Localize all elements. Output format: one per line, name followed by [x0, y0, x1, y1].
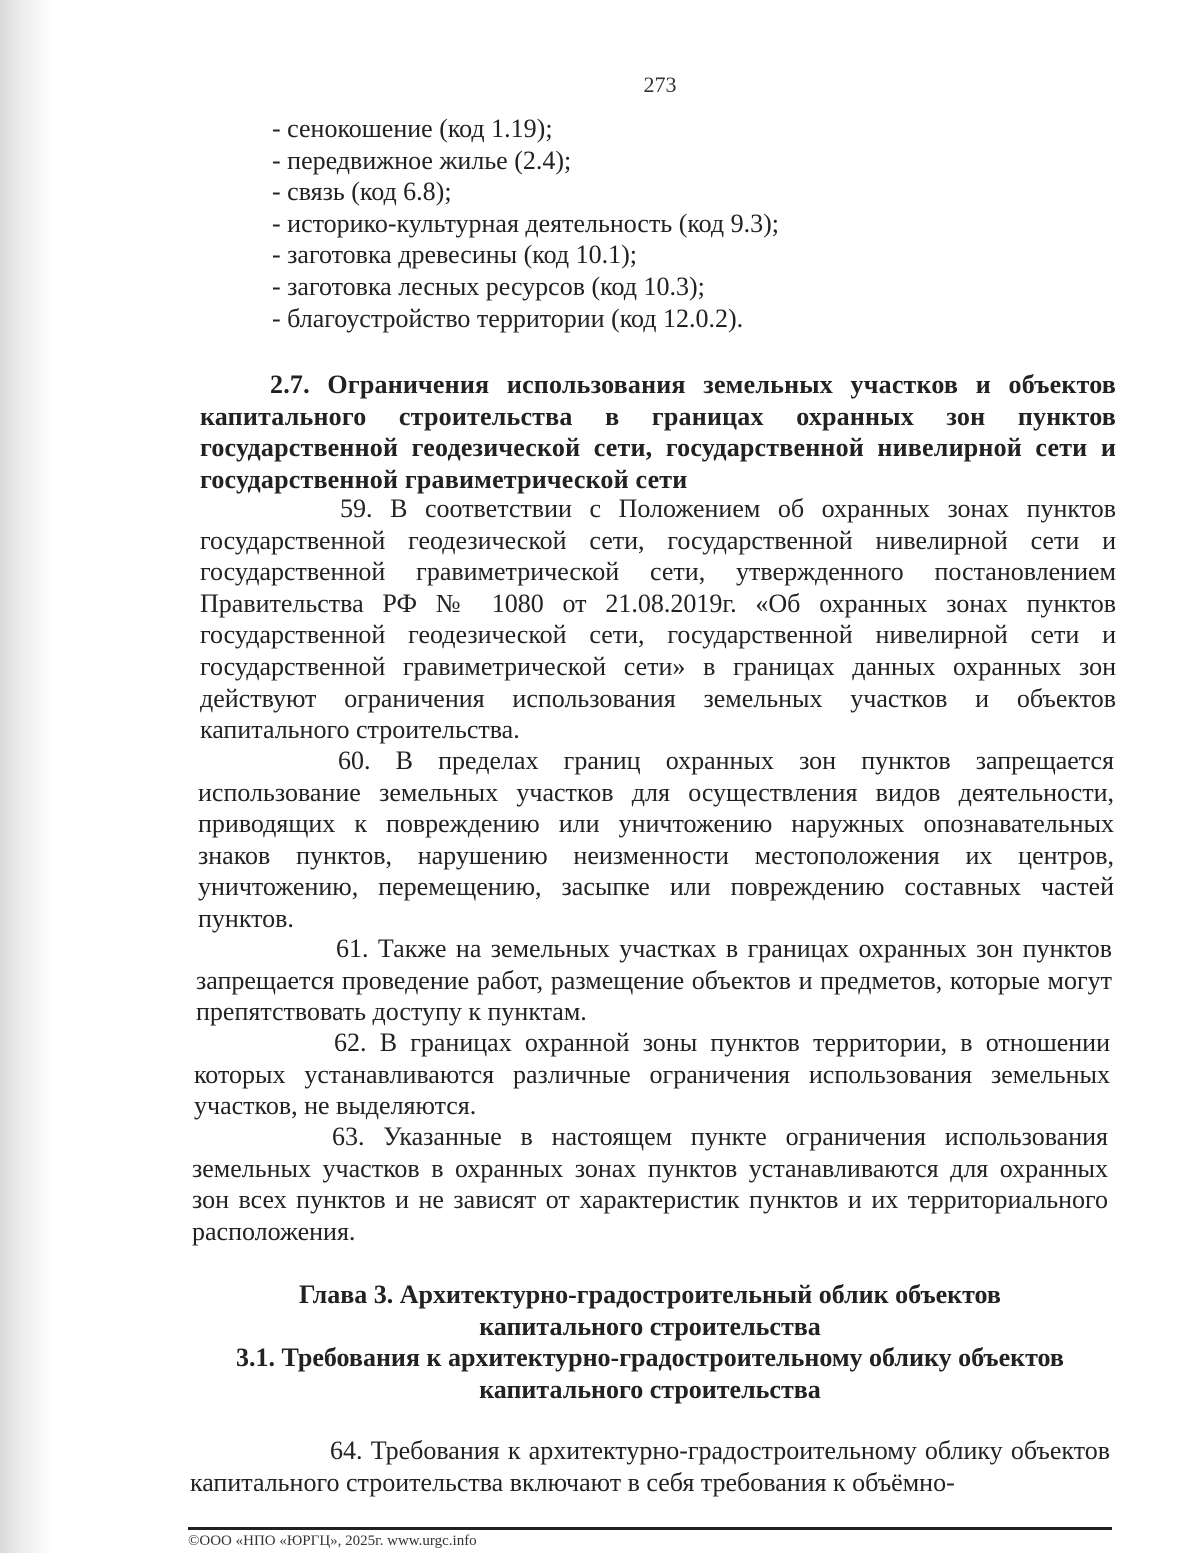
paragraph-63: [192, 1121, 1108, 1247]
paragraph-64: [190, 1435, 1110, 1498]
paragraph-number: 59.: [340, 494, 373, 523]
paragraph-number: 61.: [336, 934, 369, 963]
paragraph-text: В пределах границ охранных зон пунктов запрещается использование земельных участков для осуществления видов деятельности, приводящих к повреждению или уничтожению наружных опознавательных знаков пунктов, нарушению неизменности местоположения их центров, уничтожению, перемещению, засыпке или повреждению составных частей пунктов.: [198, 746, 1114, 933]
paragraph-number: 60.: [338, 746, 371, 775]
paragraph-60: [198, 745, 1114, 935]
chapter-title: Глава 3. Архитектурно-градостроительный облик объектов: [299, 1280, 1001, 1309]
paragraph-62: [194, 1027, 1110, 1122]
paragraph-59: [200, 493, 1116, 746]
footer-copyright: ©ООО «НПО «ЮРГЦ», 2025г. www.urgc.info: [188, 1533, 477, 1549]
paragraph-number: 64.: [330, 1436, 363, 1465]
list-item: - благоустройство территории (код 12.0.2).: [272, 303, 744, 333]
page-number: 273: [643, 72, 677, 97]
paragraph-61: [196, 933, 1112, 1028]
scan-edge-shadow: [0, 0, 52, 1553]
paragraph-number: 62.: [334, 1028, 367, 1057]
bullet-list: [272, 113, 1132, 334]
paragraph-text: Указанные в настоящем пункте ограничения использования земельных участков в охранных зонах пунктов устанавливаются для охранных зон всех пунктов и не зависят от характеристик пунктов и их территориального расположения.: [192, 1122, 1108, 1246]
subsection-title-continued: капитального строительства: [479, 1374, 821, 1404]
paragraph-text: Требования к архитектурно-градостроительному облику объектов капитального строительства включают в себя требования к объёмно-: [190, 1436, 1110, 1497]
paragraph-text: В соответствии с Положением об охранных зонах пунктов государственной геодезической сети, государственной нивелирной сети и государственной гравиметрической сети, утвержденного постановлением Правительства РФ № 1080 от 21.08.2019г. «Об охранных зонах пунктов государственной геодезической сети, государственной нивелирной сети и государственной гравиметрической сети» в границах данных охранных зон действуют ограничения использования земельных участков и объектов капитального строительства.: [200, 494, 1116, 745]
list-item: - передвижное жилье (2.4);: [272, 145, 572, 175]
paragraph-text: Также на земельных участках в границах охранных зон пунктов запрещается проведение работ, размещение объектов и предметов, которые могут препятствовать доступу к пунктам.: [196, 934, 1113, 1027]
paragraph-text: В границах охранной зоны пунктов территории, в отношении которых устанавливаются различные ограничения использования земельных участков, не выделяются.: [194, 1028, 1110, 1121]
subsection-title: 3.1. Требования к архитектурно-градостроительному облику объектов: [236, 1343, 1064, 1373]
section-heading: 2.7. Ограничения использования земельных участков и объектов капитального строительства в границах охранных зон пунктов государственной геодезической сети, государственной нивелирной сети и государственной гравиметрической сети: [200, 370, 1116, 494]
list-item: - заготовка древесины (код 10.1);: [272, 240, 637, 270]
paragraph-number: 63.: [332, 1122, 365, 1151]
list-item: - сенокошение (код 1.19);: [272, 114, 553, 143]
footer-divider: [188, 1527, 1112, 1530]
chapter-title-continued: капитального строительства: [479, 1311, 821, 1341]
list-item: - связь (код 6.8);: [272, 177, 452, 207]
chapter-heading: [192, 1279, 1108, 1405]
list-item: - заготовка лесных ресурсов (код 10.3);: [272, 271, 705, 301]
list-item: - историко-культурная деятельность (код 9.3);: [272, 208, 780, 238]
